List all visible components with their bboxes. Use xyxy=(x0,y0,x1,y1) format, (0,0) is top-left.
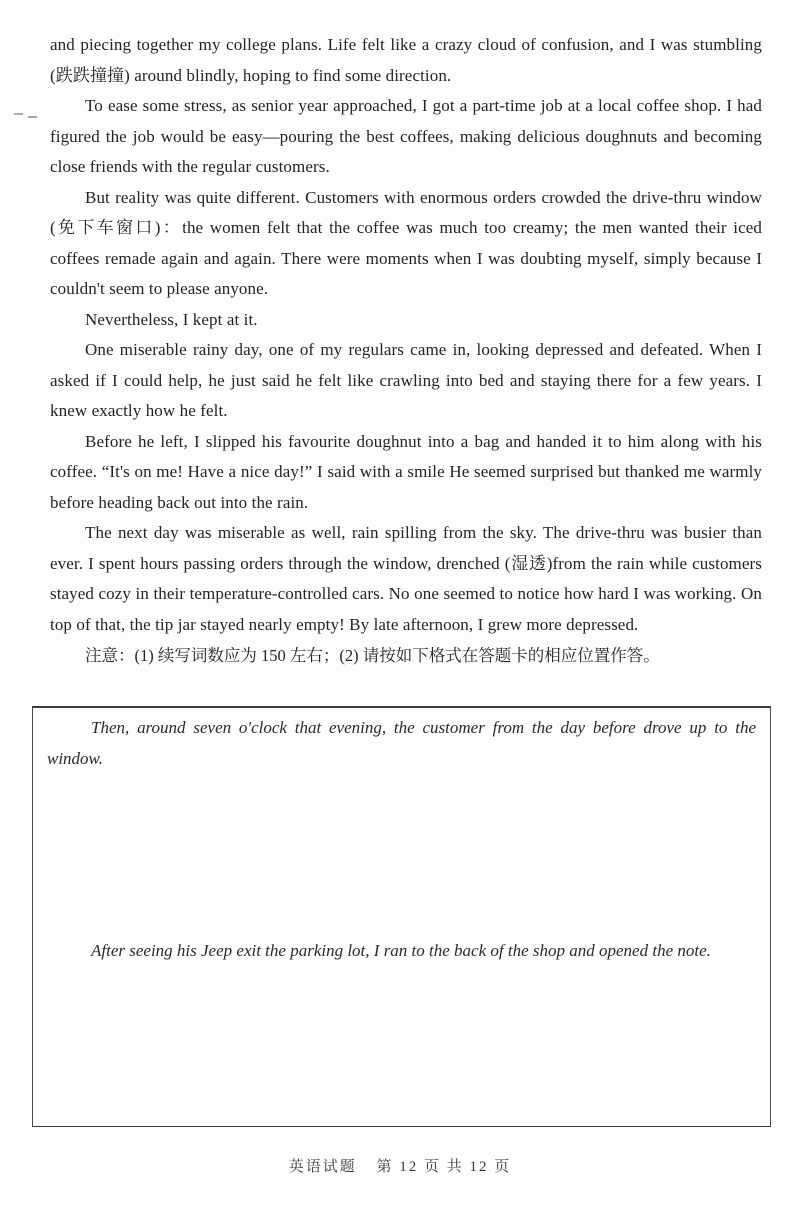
continuation-answer-box xyxy=(32,706,771,1127)
passage-paragraph-7: The next day was miserable as well, rain spilling from the sky. The drive-thru was busier than ever. I spent hours passing orders through the window, drenched (湿透)from the rain while customers stayed cozy in their temperature-controlled cars. No one seemed to notice how hard I was working. On top of that, the tip jar stayed nearly empty! By late afternoon, I grew more depressed. xyxy=(50,523,762,634)
notice-line: 注意：(1) 续写词数应为 150 左右；(2) 请按如下格式在答题卡的相应位置作答。 xyxy=(85,646,660,665)
continuation-prompt-2: After seeing his Jeep exit the parking lot, I ran to the back of the shop and opened the note. xyxy=(91,941,711,960)
passage-paragraph-3: But reality was quite different. Customers with enormous orders crowded the drive-thru window (免下车窗口)：the women felt that the coffee was much too creamy; the men wanted their iced coffees remade again and again. There were moments when I was doubting myself, simply because I couldn't seem to please anyone. xyxy=(50,187,762,298)
passage-paragraph-4: Nevertheless, I kept at it. xyxy=(85,309,258,329)
passage-paragraph-1: and piecing together my college plans. Life felt like a crazy cloud of confusion, and I was stumbling (跌跌撞撞) around blindly, hoping to find some direction. xyxy=(50,35,762,85)
reading-passage xyxy=(50,30,762,671)
page-footer xyxy=(0,1155,800,1176)
footer-subject-label: 英语试题 xyxy=(288,1159,357,1175)
continuation-prompt-1: Then, around seven o'clock that evening, the customer from the day before drove up to the window. xyxy=(47,718,756,768)
passage-paragraph-5: One miserable rainy day, one of my regulars came in, looking depressed and defeated. When I asked if I could help, he just said he felt like crawling into bed and staying there for a few years. I knew exactly how he felt. xyxy=(50,340,762,420)
scan-smudge-mark xyxy=(14,113,23,115)
writing-space-2 xyxy=(33,970,770,1126)
writing-space-1 xyxy=(33,780,770,936)
footer-page-number: 第 12 页 共 12 页 xyxy=(376,1159,512,1175)
passage-paragraph-2: To ease some stress, as senior year approached, I got a part-time job at a local coffee shop. I had figured the job would be easy—pouring the best coffees, making delicious doughnuts and becoming close friends with the regular customers. xyxy=(50,96,762,176)
passage-paragraph-6: Before he left, I slipped his favourite doughnut into a bag and handed it to him along with his coffee. “It's on me! Have a nice day!” I said with a smile He seemed surprised but thanked me warmly before heading back out into the rain. xyxy=(50,431,762,512)
